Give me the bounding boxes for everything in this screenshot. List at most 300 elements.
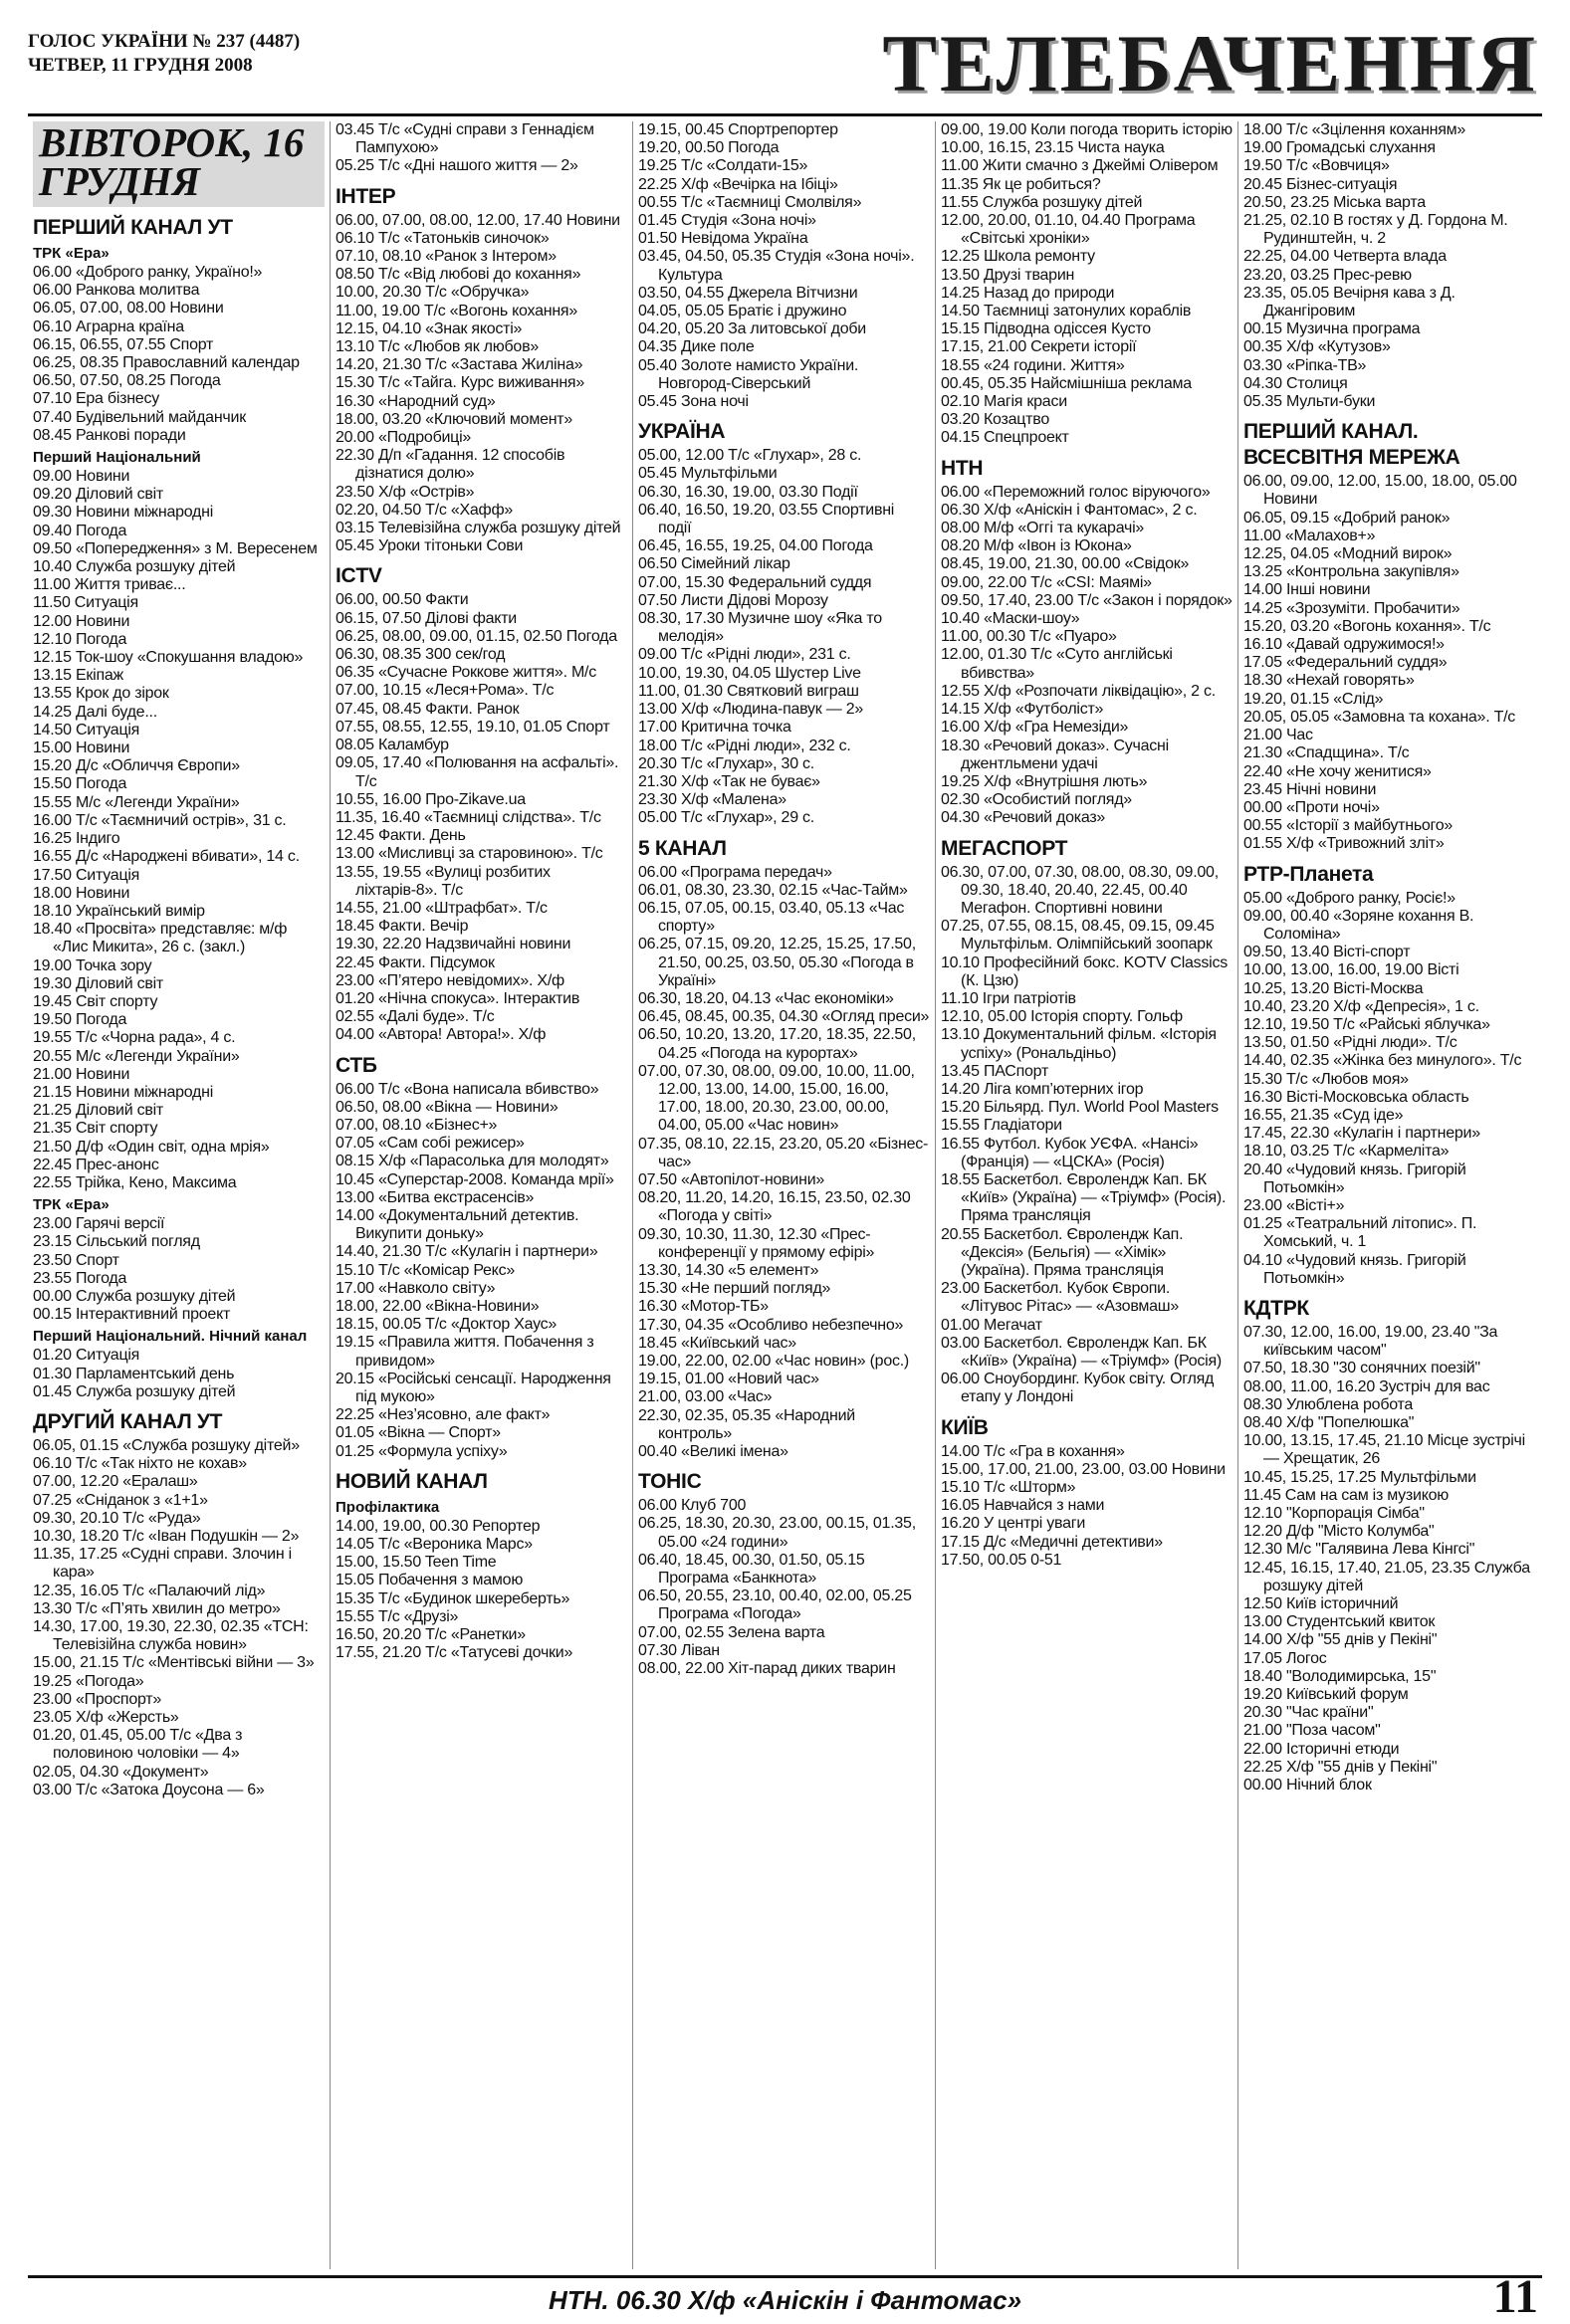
footer-promo: НТН. 06.30 Х/ф «Анiскiн i Фантомас» xyxy=(548,2285,1022,2315)
programme-entry: 13.00 Студентський квиток xyxy=(1243,1613,1436,1631)
programme-entry: 23.55 Погода xyxy=(33,1269,127,1287)
programme-entry: 22.45 Факти. Пiдсумок xyxy=(336,953,495,971)
programme-entry: 23.00 «Вiстi+» xyxy=(1243,1196,1345,1214)
programme-entry: 22.00 Iсторичнi етюди xyxy=(1243,1740,1400,1758)
programme-entry: 19.20, 00.50 Погода xyxy=(638,139,780,157)
programme-entry: 18.45 Факти. Вечiр xyxy=(336,918,469,936)
programme-entry: 19.15, 00.45 Спортрепортер xyxy=(638,121,838,138)
programme-entry: 06.15, 06.55, 07.55 Спорт xyxy=(33,335,214,353)
programme-entry: 20.55 Баскетбол. Євролендж Кап. «Дексiя» (Бельгiя) — «Хiмiк» (Україна). Пряма трансляцiя xyxy=(941,1225,1184,1279)
programme-entry: 21.35 Свiт спорту xyxy=(33,1120,158,1138)
programme-entry: 01.20 «Нiчна спокуса». Iнтерактив xyxy=(336,989,580,1007)
programme-entry: 07.25, 07.55, 08.15, 08.45, 09.15, 09.45 Мультфiльм. Олiмпiйський зоопарк xyxy=(941,918,1215,953)
programme-entry: 15.00, 15.50 Teen Time xyxy=(336,1554,497,1572)
programme-entry: 16.20 У центрi уваги xyxy=(941,1515,1086,1533)
programme-entry: 09.00, 19.00 Коли погода творить iсторiю xyxy=(941,121,1233,138)
programme-entry: 06.50, 10.20, 13.20, 17.20, 18.35, 22.50, 04.25 «Погода на курортах» xyxy=(638,1026,916,1062)
programme-entry: 06.00 Ранкова молитва xyxy=(33,282,200,300)
programme-entry: 21.00 "Поза часом" xyxy=(1243,1722,1381,1740)
programme-entry: 06.15, 07.05, 00.15, 03.40, 05.13 «Час спорту» xyxy=(638,899,905,936)
programme-entry: 15.20, 03.20 «Вогонь кохання». Т/с xyxy=(1243,617,1491,635)
programme-entry: 07.10, 08.10 «Ранок з Iнтером» xyxy=(336,248,557,266)
programme-entry: 00.00 «Проти ночi» xyxy=(1243,798,1380,816)
programme-entry: 10.40, 23.20 Х/ф «Депресiя», 1 с. xyxy=(1243,997,1479,1015)
programme-entry: 02.10 Магiя краси xyxy=(941,393,1067,411)
programme-entry: 01.45 Служба розшуку дiтей xyxy=(33,1382,236,1400)
programme-entry: 13.30, 14.30 «5 елемент» xyxy=(638,1261,819,1279)
programme-entry: 10.00, 13.00, 16.00, 19.00 Вiстi xyxy=(1243,961,1459,979)
programme-entry: 18.10, 03.25 Т/с «Кармелiта» xyxy=(1243,1143,1450,1161)
channel-heading: РТР-Планета xyxy=(1243,862,1374,886)
programme-entry: 17.55, 21.20 Т/с «Татусевi дочки» xyxy=(336,1644,573,1662)
programme-entry: 06.30, 18.20, 04.13 «Час економiки» xyxy=(638,989,894,1007)
listing-column xyxy=(331,121,633,2269)
programme-entry: 15.10 Т/с «Шторм» xyxy=(941,1479,1076,1497)
programme-entry: 14.25 Далi буде... xyxy=(33,703,157,721)
masthead-info xyxy=(28,30,300,78)
programme-entry: 11.00, 00.30 Т/с «Пуаро» xyxy=(941,628,1117,646)
programme-entry: 10.40 «Маски-шоу» xyxy=(941,610,1080,628)
programme-entry: 18.45 «Київський час» xyxy=(638,1334,796,1352)
programme-entry: 16.55, 21.35 «Суд iде» xyxy=(1243,1106,1404,1124)
programme-entry: 09.20 Дiловий свiт xyxy=(33,486,163,504)
programme-entry: 06.25, 18.30, 20.30, 23.00, 00.15, 01.35, 05.00 «24 години» xyxy=(638,1515,916,1551)
channel-subheading: Перший Нацiональний. Нiчний канал xyxy=(33,1328,308,1346)
programme-entry: 06.40, 16.50, 19.20, 03.55 Спортивнi подiї xyxy=(638,501,895,537)
programme-entry: 06.30, 08.35 300 сек/год xyxy=(336,646,506,664)
programme-entry: 04.30 «Речовий доказ» xyxy=(941,809,1106,827)
programme-entry: 07.00, 15.30 Федеральний суддя xyxy=(638,573,872,591)
programme-entry: 08.45, 19.00, 21.30, 00.00 «Свiдок» xyxy=(941,555,1190,573)
programme-entry: 12.10 Погода xyxy=(33,630,127,648)
programme-entry: 07.35, 08.10, 22.15, 23.20, 05.20 «Бiзнес-час» xyxy=(638,1135,929,1170)
programme-entry: 12.50 Київ iсторичний xyxy=(1243,1595,1399,1613)
programme-entry: 06.45, 16.55, 19.25, 04.00 Погода xyxy=(638,537,873,555)
programme-entry: 17.50 Ситуацiя xyxy=(33,866,140,884)
programme-entry: 21.15 Новини мiжнароднi xyxy=(33,1083,214,1101)
programme-entry: 12.10, 05.00 Iсторiя спорту. Гольф xyxy=(941,1008,1183,1026)
programme-entry: 00.35 Х/ф «Кутузов» xyxy=(1243,338,1391,356)
programme-entry: 08.00 М/ф «Оггi та кукарачi» xyxy=(941,520,1145,537)
programme-entry: 18.55 «24 години. Життя» xyxy=(941,356,1125,374)
programme-entry: 06.00 Т/с «Вона написала вбивство» xyxy=(336,1080,599,1098)
programme-entry: 14.40, 21.30 Т/с «Кулагiн i партнери» xyxy=(336,1243,598,1261)
programme-entry: 19.55 Т/с «Чорна рада», 4 с. xyxy=(33,1029,236,1047)
programme-entry: 03.00 Т/с «Затока Доусона — 6» xyxy=(33,1781,265,1798)
listing-column xyxy=(1238,121,1541,2269)
programme-entry: 18.10 Український вимiр xyxy=(33,902,205,920)
programme-entry: 17.45, 22.30 «Кулагiн i партнери» xyxy=(1243,1125,1480,1143)
programme-entry: 20.50, 23.25 Мiська варта xyxy=(1243,193,1426,211)
programme-entry: 18.40 "Володимирська, 15" xyxy=(1243,1667,1437,1685)
programme-entry: 04.10 «Чудовий князь. Григорiй Потьомкiн» xyxy=(1243,1251,1466,1287)
channel-heading: ДРУГИЙ КАНАЛ УТ xyxy=(33,1409,223,1433)
programme-entry: 04.35 Дике поле xyxy=(638,338,755,356)
channel-heading: МЕГАСПОРТ xyxy=(941,836,1068,860)
programme-entry: 23.00 Баскетбол. Кубок Європи. «Лiтувос Рiтас» — «Азовмаш» xyxy=(941,1280,1180,1316)
programme-entry: 12.20 Д/ф "Мiсто Колумба" xyxy=(1243,1523,1435,1541)
programme-entry: 20.15 «Росiйськi сенсацiї. Народження пiд мукою» xyxy=(336,1370,611,1405)
paper-issue-line: ГОЛОС УКРАЇНИ № 237 (4487) xyxy=(28,31,301,52)
programme-entry: 07.00, 02.55 Зелена варта xyxy=(638,1623,825,1641)
programme-entry: 13.50, 01.50 «Рiднi люди». Т/с xyxy=(1243,1034,1458,1052)
programme-entry: 18.00 Новини xyxy=(33,884,130,902)
programme-entry: 14.00 Iншi новини xyxy=(1243,581,1371,599)
top-rule xyxy=(28,113,1542,116)
programme-entry: 12.35, 16.05 Т/с «Палаючий лiд» xyxy=(33,1582,266,1599)
programme-entry: 13.55 Крок до зiрок xyxy=(33,685,169,703)
programme-entry: 15.35 Т/с «Будинок шкереберть» xyxy=(336,1589,570,1607)
programme-entry: 14.40, 02.35 «Жiнка без минулого». Т/с xyxy=(1243,1052,1522,1070)
programme-entry: 08.45 Ранковi поради xyxy=(33,426,186,444)
programme-entry: 10.40 Служба розшуку дiтей xyxy=(33,558,236,576)
programme-entry: 08.40 Х/ф "Попелюшка" xyxy=(1243,1414,1415,1431)
programme-entry: 15.05 Побачення з мамою xyxy=(336,1572,524,1589)
programme-entry: 06.05, 01.15 «Служба розшуку дiтей» xyxy=(33,1436,300,1454)
programme-entry: 07.50, 18.30 "30 сонячних поезiй" xyxy=(1243,1360,1480,1377)
programme-entry: 20.45 Бiзнес-ситуацiя xyxy=(1243,175,1398,193)
programme-entry: 03.15 Телевiзiйна служба розшуку дiтей xyxy=(336,520,621,537)
programme-entry: 21.25, 02.10 В гостях у Д. Гордона М. Рудинштейн, ч. 2 xyxy=(1243,212,1508,248)
programme-entry: 18.00, 03.20 «Ключовий момент» xyxy=(336,410,573,428)
programme-entry: 07.45, 08.45 Факти. Ранок xyxy=(336,700,520,718)
programme-entry: 21.00, 03.00 «Час» xyxy=(638,1388,773,1406)
programme-entry: 07.00, 10.15 «Леся+Рома». Т/с xyxy=(336,682,555,700)
programme-entry: 11.55 Служба розшуку дiтей xyxy=(941,193,1143,211)
programme-entry: 14.00 Х/ф "55 днiв у Пекiнi" xyxy=(1243,1631,1438,1649)
programme-entry: 20.00 «Подробицi» xyxy=(336,429,472,447)
programme-entry: 15.00, 21.15 Т/с «Ментiвськi вiйни — 3» xyxy=(33,1654,315,1672)
programme-entry: 13.00 Х/ф «Людина-павук — 2» xyxy=(638,701,863,719)
programme-entry: 06.00, 07.00, 08.00, 12.00, 17.40 Новини xyxy=(336,211,620,229)
programme-entry: 06.30 Х/ф «Анiскiн i Фантомас», 2 с. xyxy=(941,501,1198,519)
programme-entry: 13.15 Екiпаж xyxy=(33,667,123,685)
programme-entry: 06.25, 08.00, 09.00, 01.15, 02.50 Погода xyxy=(336,627,617,645)
programme-entry: 20.40 «Чудовий князь. Григорiй Потьомкiн» xyxy=(1243,1161,1466,1196)
programme-entry: 13.45 ПАСпорт xyxy=(941,1062,1049,1080)
programme-entry: 07.00, 07.30, 08.00, 09.00, 10.00, 11.00, 12.00, 13.00, 14.00, 15.00, 16.00, 17.00, 18.00, 20.30, 23.00, 00.00, 04.00, 05.00 «Час новин» xyxy=(638,1062,915,1135)
tv-listings xyxy=(28,121,1542,2269)
programme-entry: 14.25 Назад до природи xyxy=(941,284,1115,302)
programme-entry: 04.00 «Автора! Автора!». Х/ф xyxy=(336,1026,547,1044)
programme-entry: 23.00 «Проспорт» xyxy=(33,1690,162,1708)
programme-entry: 07.10 Ера бiзнесу xyxy=(33,390,159,408)
programme-entry: 16.25 Iндиго xyxy=(33,830,120,848)
programme-entry: 01.45 Студiя «Зона ночi» xyxy=(638,212,816,230)
programme-entry: 19.00 Громадськi слухання xyxy=(1243,139,1436,157)
programme-entry: 03.20 Козацтво xyxy=(941,411,1049,429)
programme-entry: 01.25 «Театральний лiтопис». П. Хомський, ч. 1 xyxy=(1243,1215,1477,1251)
paper-date-line: ЧЕТВЕР, 11 ГРУДНЯ 2008 xyxy=(28,55,253,76)
programme-entry: 01.55 Х/ф «Тривожний злiт» xyxy=(1243,835,1445,853)
programme-entry: 20.55 М/с «Легенди України» xyxy=(33,1047,240,1065)
programme-entry: 06.00 «Програма передач» xyxy=(638,863,832,881)
programme-entry: 06.10 Т/с «Татонькiв синочок» xyxy=(336,229,550,247)
programme-entry: 07.25 «Снiданок з «1+1» xyxy=(33,1491,208,1509)
channel-heading: УКРАЇНА xyxy=(638,420,726,444)
programme-entry: 14.55, 21.00 «Штрафбат». Т/с xyxy=(336,899,548,917)
programme-entry: 05.25 Т/с «Днi нашого життя — 2» xyxy=(336,157,578,175)
programme-entry: 21.25 Дiловий свiт xyxy=(33,1102,163,1120)
programme-entry: 05.45 Уроки тiтоньки Сови xyxy=(336,537,524,555)
channel-heading: СТБ xyxy=(336,1053,377,1077)
programme-entry: 15.20 Д/с «Обличчя Європи» xyxy=(33,757,240,775)
programme-entry: 22.55 Трiйка, Кено, Максима xyxy=(33,1173,237,1191)
programme-entry: 08.30, 17.30 Музичне шоу «Яка то мелодiя» xyxy=(638,610,882,646)
programme-entry: 03.45, 04.50, 05.35 Студiя «Зона ночi». Культура xyxy=(638,248,915,284)
bottom-rule xyxy=(28,2275,1542,2278)
programme-entry: 00.00 Нiчний блок xyxy=(1243,1777,1372,1795)
programme-entry: 00.40 «Великi iмена» xyxy=(638,1443,788,1461)
programme-entry: 23.00 Гарячi версiї xyxy=(33,1215,165,1233)
programme-entry: 16.00 Т/с «Таємничий острiв», 31 с. xyxy=(33,811,287,829)
programme-entry: 10.25, 13.20 Вiстi-Москва xyxy=(1243,979,1424,997)
programme-entry: 18.30 «Речовий доказ». Сучаснi джентльмени удачi xyxy=(941,737,1169,772)
programme-entry: 18.40 «Просвiта» представляє: м/ф «Лис Микита», 26 с. (закл.) xyxy=(33,921,288,956)
programme-entry: 12.45, 16.15, 17.40, 21.05, 23.35 Служба розшуку дiтей xyxy=(1243,1559,1530,1594)
programme-entry: 13.10 Т/с «Любов як любов» xyxy=(336,338,539,356)
section-title: ТЕЛЕБАЧЕННЯ xyxy=(882,18,1538,108)
programme-entry: 19.50 Погода xyxy=(33,1011,127,1029)
programme-entry: 06.50 Сiмейний лiкар xyxy=(638,555,790,573)
programme-entry: 10.00, 13.15, 17.45, 21.10 Мiсце зустрiчi — Хрещатик, 26 xyxy=(1243,1432,1525,1468)
channel-heading: ICTV xyxy=(336,564,382,588)
programme-entry: 06.00 «Переможний голос вiруючого» xyxy=(941,483,1211,501)
programme-entry: 16.55 Футбол. Кубок УЄФА. «Нансi» (Францiя) — «ЦСКА» (Росiя) xyxy=(941,1135,1199,1170)
programme-entry: 01.20, 01.45, 05.00 Т/с «Два з половиною чоловiки — 4» xyxy=(33,1727,243,1763)
programme-entry: 23.00 «П’ятеро невiдомих». Х/ф xyxy=(336,971,564,989)
programme-entry: 06.50, 07.50, 08.25 Погода xyxy=(33,372,221,390)
programme-entry: 06.35 «Сучасне Роккове життя». М/с xyxy=(336,664,596,682)
programme-entry: 23.45 Нiчнi новини xyxy=(1243,780,1377,798)
channel-heading: НТН xyxy=(941,456,984,480)
programme-entry: 21.50 Д/ф «Один свiт, одна мрiя» xyxy=(33,1138,270,1156)
listing-column xyxy=(936,121,1238,2269)
programme-entry: 21.00 Час xyxy=(1243,727,1313,744)
programme-entry: 16.00 Х/ф «Гра Немезiди» xyxy=(941,719,1129,737)
programme-entry: 05.00 «Доброго ранку, Росiє!» xyxy=(1243,889,1456,907)
programme-entry: 13.10 Документальний фiльм. «Iсторiя успiху» (Рональдiньо) xyxy=(941,1026,1217,1062)
programme-entry: 00.45, 05.35 Найсмiшнiша реклама xyxy=(941,374,1192,392)
programme-entry: 21.00 Новини xyxy=(33,1065,130,1083)
programme-entry: 16.50, 20.20 Т/с «Ранетки» xyxy=(336,1626,526,1644)
programme-entry: 19.25 Х/ф «Внутрiшня лють» xyxy=(941,772,1148,790)
programme-entry: 06.30, 07.00, 07.30, 08.00, 08.30, 09.00, 09.30, 18.40, 20.40, 22.45, 00.40 Мегафон. Спортивнi новини xyxy=(941,863,1219,917)
programme-entry: 14.20 Лiга комп’ютерних iгор xyxy=(941,1080,1144,1098)
programme-entry: 07.05 «Сам собi режисер» xyxy=(336,1135,525,1153)
programme-entry: 04.05, 05.05 Братiє i дружино xyxy=(638,303,847,320)
programme-entry: 10.00, 16.15, 23.15 Чиста наука xyxy=(941,139,1165,157)
programme-entry: 15.30 «Не перший погляд» xyxy=(638,1280,831,1298)
channel-subheading: ТРК «Ера» xyxy=(33,1196,110,1214)
programme-entry: 17.05 «Федеральний суддя» xyxy=(1243,654,1448,672)
programme-entry: 08.30 Улюблена робота xyxy=(1243,1395,1414,1413)
programme-entry: 06.00 Клуб 700 xyxy=(638,1497,747,1515)
channel-heading: НОВИЙ КАНАЛ xyxy=(336,1469,488,1493)
programme-entry: 15.20 Бiльярд. Пул. World Pool Masters xyxy=(941,1099,1219,1117)
programme-entry: 02.05, 04.30 «Документ» xyxy=(33,1763,209,1781)
programme-entry: 14.50 Таємницi затонулих кораблiв xyxy=(941,303,1192,320)
programme-entry: 08.50 Т/с «Вiд любовi до кохання» xyxy=(336,266,581,284)
programme-entry: 11.35 Як це робиться? xyxy=(941,175,1101,193)
listing-column xyxy=(28,121,331,2269)
programme-entry: 16.55 Д/с «Народженi вбивати», 14 с. xyxy=(33,848,300,866)
programme-entry: 14.00 Т/с «Гра в кохання» xyxy=(941,1442,1125,1460)
programme-entry: 11.10 Iгри патрiотiв xyxy=(941,989,1076,1007)
programme-entry: 06.01, 08.30, 23.30, 02.15 «Час-Тайм» xyxy=(638,881,908,899)
programme-entry: 12.10, 19.50 Т/с «Райськi яблучка» xyxy=(1243,1015,1490,1033)
programme-entry: 08.05 Каламбур xyxy=(336,737,449,754)
programme-entry: 11.00, 01.30 Святковий виграш xyxy=(638,682,859,700)
programme-entry: 06.50, 20.55, 23.10, 00.40, 02.00, 05.25 Програма «Погода» xyxy=(638,1587,912,1623)
programme-entry: 22.25 Х/ф «Вечiрка на Iбiцi» xyxy=(638,175,838,193)
programme-entry: 05.40 Золоте намисто України. Новгород-Сiверський xyxy=(638,356,859,392)
programme-entry: 06.00 «Доброго ранку, Україно!» xyxy=(33,264,263,281)
programme-entry: 15.00 Новини xyxy=(33,739,130,757)
programme-entry: 01.05 «Вiкна — Спорт» xyxy=(336,1424,501,1442)
programme-entry: 22.25 «Нез’ясовно, але факт» xyxy=(336,1406,551,1424)
programme-entry: 17.00 «Навколо свiту» xyxy=(336,1279,496,1297)
programme-entry: 05.00 Т/с «Глухар», 29 с. xyxy=(638,809,814,827)
programme-entry: 01.30 Парламентський день xyxy=(33,1365,235,1382)
programme-entry: 06.45, 08.45, 00.35, 04.30 «Огляд преси» xyxy=(638,1008,930,1026)
programme-entry: 00.00 Служба розшуку дiтей xyxy=(33,1287,236,1305)
programme-entry: 01.25 «Формула успiху» xyxy=(336,1442,508,1460)
programme-entry: 19.15 «Правила життя. Побачення з привидом» xyxy=(336,1334,594,1370)
programme-entry: 17.00 Критична точка xyxy=(638,719,791,737)
programme-entry: 12.00, 20.00, 01.10, 04.40 Програма «Свiтськi хронiки» xyxy=(941,212,1196,248)
programme-entry: 06.30, 16.30, 19.00, 03.30 Подiї xyxy=(638,483,858,501)
programme-entry: 06.50, 08.00 «Вiкна — Новини» xyxy=(336,1098,559,1116)
programme-entry: 15.00, 17.00, 21.00, 23.00, 03.00 Новини xyxy=(941,1460,1226,1478)
programme-entry: 22.30 Д/п «Гадання. 12 способiв дiзнатися долю» xyxy=(336,447,565,483)
programme-entry: 20.05, 05.05 «Замовна та кохана». Т/с xyxy=(1243,708,1516,726)
programme-entry: 09.50, 13.40 Вiстi-спорт xyxy=(1243,944,1411,961)
programme-entry: 06.10 Т/с «Так нiхто не кохав» xyxy=(33,1455,247,1473)
channel-subheading: Профiлактика xyxy=(336,1498,440,1516)
programme-entry: 10.30, 18.20 Т/с «Iван Подушкiн — 2» xyxy=(33,1528,300,1545)
programme-entry: 22.40 «Не хочу женитися» xyxy=(1243,762,1432,780)
programme-entry: 15.10 Т/с «Комiсар Рекс» xyxy=(336,1261,516,1279)
programme-entry: 05.00, 12.00 Т/с «Глухар», 28 с. xyxy=(638,447,862,465)
programme-entry: 12.15 Ток-шоу «Спокушання владою» xyxy=(33,649,304,667)
programme-entry: 16.30 Вiстi-Московська область xyxy=(1243,1088,1469,1106)
programme-entry: 00.55 Т/с «Таємницi Смолвiля» xyxy=(638,193,862,211)
day-banner: ВIВТОРОК, 16 ГРУДНЯ xyxy=(33,121,325,207)
listing-column xyxy=(633,121,936,2269)
programme-entry: 06.05, 09.15 «Добрий ранок» xyxy=(1243,509,1451,527)
programme-entry: 06.00, 00.50 Факти xyxy=(336,591,469,609)
programme-entry: 11.50 Ситуацiя xyxy=(33,594,138,612)
programme-entry: 23.20, 03.25 Прес-ревю xyxy=(1243,266,1412,284)
programme-entry: 05.35 Мульти-буки xyxy=(1243,393,1376,411)
programme-entry: 01.50 Невiдома Україна xyxy=(638,230,808,248)
programme-entry: 17.30, 04.35 «Особливо небезпечно» xyxy=(638,1316,904,1334)
programme-entry: 07.30 Лiван xyxy=(638,1641,720,1659)
programme-entry: 12.10 "Корпорацiя Сiмба" xyxy=(1243,1505,1425,1523)
programme-entry: 11.00 Жити смачно з Джеймi Олiвером xyxy=(941,157,1219,175)
programme-entry: 10.00, 20.30 Т/с «Обручка» xyxy=(336,284,530,302)
programme-entry: 02.30 «Особистий погляд» xyxy=(941,791,1132,809)
programme-entry: 14.30, 17.00, 19.30, 22.30, 02.35 «ТСН: Телевiзiйна служба новин» xyxy=(33,1618,309,1654)
programme-entry: 15.30 Т/с «Любов моя» xyxy=(1243,1070,1409,1088)
programme-entry: 12.15, 04.10 «Знак якостi» xyxy=(336,319,523,337)
programme-entry: 00.15 Iнтерактивний проект xyxy=(33,1306,231,1324)
programme-entry: 11.00, 19.00 Т/с «Вогонь кохання» xyxy=(336,302,577,319)
programme-entry: 20.30 "Час країни" xyxy=(1243,1704,1374,1722)
programme-entry: 20.30 Т/с «Глухар», 30 с. xyxy=(638,754,814,772)
programme-entry: 04.20, 05.20 За литовськоï доби xyxy=(638,320,866,338)
channel-heading: TOHIC xyxy=(638,1470,702,1494)
programme-entry: 12.25, 04.05 «Модний вирок» xyxy=(1243,545,1453,563)
programme-entry: 16.30 «Мотор-ТБ» xyxy=(638,1298,769,1316)
channel-heading: КДТРК xyxy=(1243,1296,1309,1320)
programme-entry: 18.15, 00.05 Т/с «Доктор Хаус» xyxy=(336,1316,558,1334)
programme-entry: 07.50 Листи Дiдовi Морозу xyxy=(638,591,828,609)
programme-entry: 16.05 Навчайся з нами xyxy=(941,1497,1105,1515)
programme-entry: 21.30 Х/ф «Так не буває» xyxy=(638,772,820,790)
programme-entry: 14.50 Ситуацiя xyxy=(33,721,140,739)
programme-entry: 10.10 Професiйний бокс. KOTV Classics (К. Цзю) xyxy=(941,953,1228,989)
programme-entry: 14.25 «Зрозумiти. Пробачити» xyxy=(1243,599,1460,617)
programme-entry: 16.10 «Давай одружимося!» xyxy=(1243,636,1445,654)
programme-entry: 06.25, 08.35 Православний календар xyxy=(33,354,300,372)
programme-entry: 12.45 Факти. День xyxy=(336,827,466,845)
programme-entry: 09.40 Погода xyxy=(33,522,127,539)
programme-entry: 12.00 Новини xyxy=(33,612,130,630)
channel-heading: 5 КАНАЛ xyxy=(638,836,727,860)
page-number: 11 xyxy=(1492,2270,1538,2323)
programme-entry: 14.00 «Документальний детектив. Викупити доньку» xyxy=(336,1206,579,1243)
programme-entry: 13.55, 19.55 «Вулицi розбитих лiхтарiв-8». Т/с xyxy=(336,863,551,899)
programme-entry: 01.00 Мегачат xyxy=(941,1316,1042,1334)
programme-entry: 19.25 Т/с «Солдати-15» xyxy=(638,157,808,175)
programme-entry: 14.00, 19.00, 00.30 Репортер xyxy=(336,1517,541,1535)
programme-entry: 23.05 Х/ф «Жерсть» xyxy=(33,1709,179,1727)
programme-entry: 07.55, 08.55, 12.55, 19.10, 01.05 Спорт xyxy=(336,718,610,736)
programme-entry: 09.50, 17.40, 23.00 Т/с «Закон i порядок» xyxy=(941,591,1233,609)
programme-entry: 14.05 Т/с «Вероника Марс» xyxy=(336,1536,533,1554)
programme-entry: 11.00 Життя триває... xyxy=(33,576,186,594)
programme-entry: 22.30, 02.35, 05.35 «Народний контроль» xyxy=(638,1406,855,1442)
programme-entry: 18.55 Баскетбол. Євролендж Кап. БК «Київ» (Україна) — «Трiумф» (Росiя). Пряма трансляцiя xyxy=(941,1170,1227,1225)
channel-heading: КИЇВ xyxy=(941,1415,989,1439)
programme-entry: 15.55 Гладiатори xyxy=(941,1117,1062,1135)
programme-entry: 12.30 М/с "Галявина Лева Кiнгсi" xyxy=(1243,1541,1475,1559)
programme-entry: 12.55 Х/ф «Розпочати лiквiдацiю», 2 с. xyxy=(941,682,1216,700)
programme-entry: 23.50 Х/ф «Острiв» xyxy=(336,483,475,501)
programme-entry: 06.10 Аграрна країна xyxy=(33,317,184,335)
programme-entry: 12.00, 01.30 Т/с «Суто англiйськi вбивства» xyxy=(941,646,1173,682)
programme-entry: 18.30 «Нехай говорять» xyxy=(1243,672,1415,690)
programme-entry: 19.30 Дiловий свiт xyxy=(33,974,163,992)
programme-entry: 13.00 «Мисливцi за старовиною». Т/с xyxy=(336,845,603,863)
programme-entry: 04.15 Спецпроект xyxy=(941,429,1069,447)
programme-entry: 07.50 «Автопiлот-новини» xyxy=(638,1170,825,1188)
programme-entry: 03.30 «Рiпка-ТВ» xyxy=(1243,356,1367,374)
programme-entry: 19.25 «Погода» xyxy=(33,1672,144,1690)
programme-entry: 18.00 Т/с «Зцiлення коханням» xyxy=(1243,121,1466,138)
programme-entry: 13.25 «Контрольна закупiвля» xyxy=(1243,563,1459,581)
channel-heading: IНТЕР xyxy=(336,184,396,208)
programme-entry: 02.55 «Далi буде». Т/с xyxy=(336,1008,495,1026)
programme-entry: 08.15 Х/ф «Парасолька для молодят» xyxy=(336,1153,609,1170)
programme-entry: 23.35, 05.05 Вечiрня кава з Д. Джангiровим xyxy=(1243,284,1456,320)
programme-entry: 15.55 Т/с «Друзi» xyxy=(336,1607,459,1625)
programme-entry: 18.00 Т/с «Рiднi люди», 232 с. xyxy=(638,737,851,754)
programme-entry: 10.45 «Суперстар-2008. Команда мрiї» xyxy=(336,1170,614,1188)
programme-entry: 04.30 Столиця xyxy=(1243,374,1348,392)
